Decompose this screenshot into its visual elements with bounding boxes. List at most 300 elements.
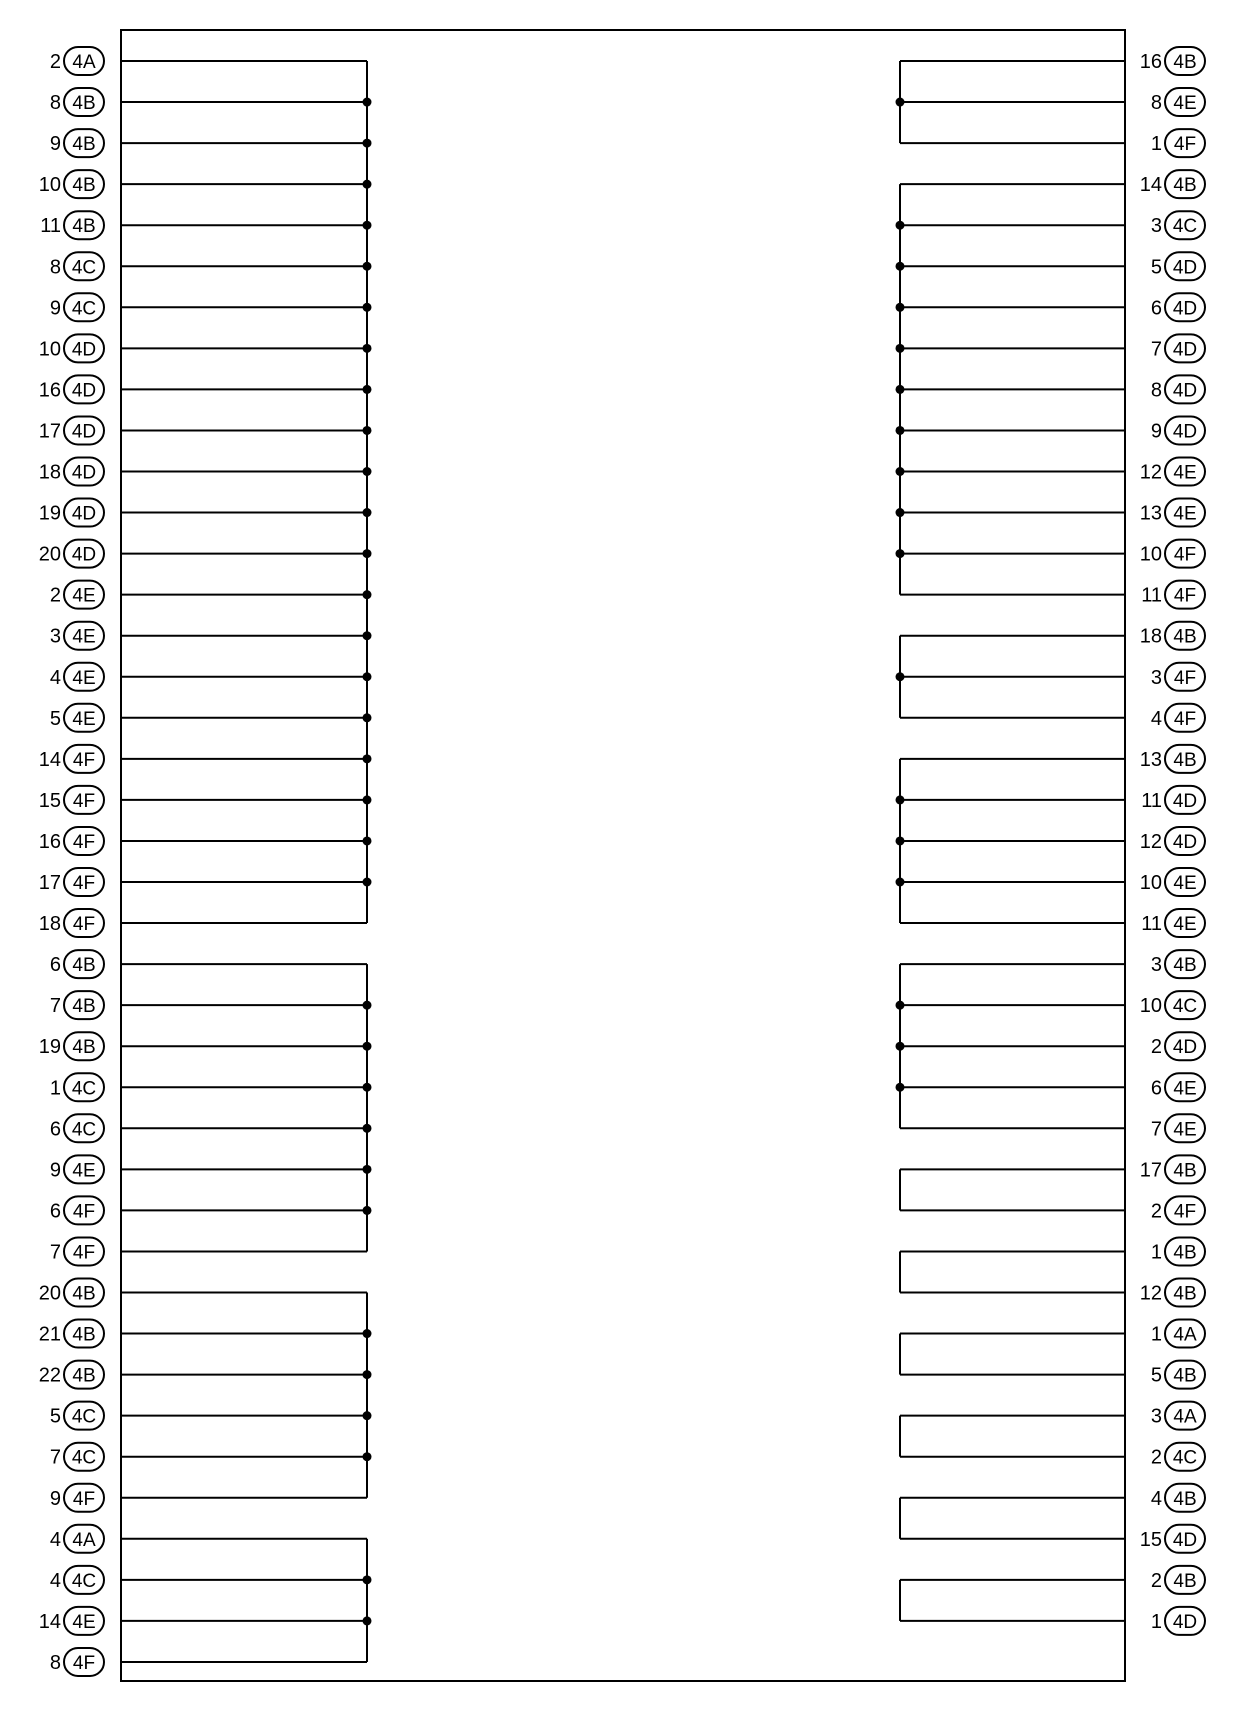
splice-dot xyxy=(896,508,905,517)
wire-label-left-0-5 xyxy=(50,252,104,280)
wire-label-left-0-16 xyxy=(50,704,104,732)
pin-number: 2 xyxy=(49,51,61,73)
wire-label-left-0-19 xyxy=(39,827,104,855)
wire-label-left-0-3 xyxy=(39,170,104,198)
connector-id: 4F xyxy=(72,790,96,812)
right-splice-group xyxy=(896,759,1126,923)
connector-id: 4F xyxy=(72,1652,96,1674)
pin-number: 3 xyxy=(1150,954,1162,977)
wire-label-right-0-2 xyxy=(1151,129,1205,157)
connector-id: 4B xyxy=(72,1037,96,1059)
splice-dot xyxy=(363,795,372,804)
splice-dot xyxy=(896,303,905,312)
splice-dot xyxy=(363,303,372,312)
splice-dot xyxy=(363,98,372,107)
splice-dot xyxy=(896,672,905,681)
wire-label-left-3-1 xyxy=(50,1566,104,1594)
connector-id: 4B xyxy=(72,996,96,1018)
connector-id: 4C xyxy=(71,1447,97,1469)
pin-number: 2 xyxy=(1150,1200,1162,1223)
splice-dot xyxy=(896,262,905,271)
wire-label-right-1-9 xyxy=(1140,540,1205,568)
connector-id: 4F xyxy=(1173,1201,1197,1223)
wire-label-left-0-20 xyxy=(39,868,104,896)
wire-label-left-3-2 xyxy=(39,1607,104,1635)
pin-number: 11 xyxy=(1141,584,1162,607)
wire-label-right-2-1 xyxy=(1151,663,1205,691)
splice-dot xyxy=(363,672,372,681)
pin-number: 4 xyxy=(1150,707,1162,730)
wire-label-left-2-5 xyxy=(50,1484,104,1512)
pin-number: 18 xyxy=(38,461,61,484)
pin-number: 1 xyxy=(1150,133,1162,156)
splice-dot xyxy=(896,385,905,394)
pin-number: 18 xyxy=(38,913,61,936)
wire-label-right-3-1 xyxy=(1141,786,1205,814)
splice-dot xyxy=(363,1083,372,1092)
pin-number: 7 xyxy=(49,995,61,1018)
wire-label-left-1-0 xyxy=(50,950,104,978)
pin-number: 5 xyxy=(1150,256,1162,279)
connector-id: 4B xyxy=(72,1283,96,1305)
pin-number: 6 xyxy=(1150,297,1162,320)
right-splice-group xyxy=(896,636,1126,718)
wire-label-right-2-2 xyxy=(1151,704,1205,732)
wire-label-right-9-1 xyxy=(1140,1525,1205,1553)
connector-id: 4E xyxy=(72,667,96,689)
wire-label-right-5-1 xyxy=(1151,1196,1205,1224)
right-splice-group xyxy=(900,1334,1125,1375)
pin-number: 2 xyxy=(1150,1446,1162,1469)
pin-number: 9 xyxy=(49,1159,61,1182)
wire-label-left-1-2 xyxy=(39,1032,104,1060)
splice-dot xyxy=(363,467,372,476)
wire-label-left-3-3 xyxy=(50,1648,104,1676)
connector-id: 4E xyxy=(1173,93,1197,115)
connector-id: 4F xyxy=(72,749,96,771)
connector-id: 4D xyxy=(1172,421,1198,443)
wire-label-left-0-0 xyxy=(50,47,104,75)
connector-id: 4E xyxy=(1173,462,1197,484)
wire-label-left-0-15 xyxy=(50,663,104,691)
connector-id: 4E xyxy=(72,1160,96,1182)
connector-id: 4F xyxy=(1173,667,1197,689)
wire-label-right-0-0 xyxy=(1140,47,1205,75)
splice-dot xyxy=(896,549,905,558)
pin-number: 22 xyxy=(38,1364,61,1387)
connector-id: 4C xyxy=(71,1078,97,1100)
connector-id: 4A xyxy=(72,1529,96,1551)
connector-id: 4D xyxy=(1172,831,1198,853)
wire-label-right-6-0 xyxy=(1151,1237,1205,1265)
splice-dot xyxy=(363,344,372,353)
wire-label-right-7-1 xyxy=(1151,1361,1205,1389)
wire-label-right-1-4 xyxy=(1151,334,1205,362)
left-splice-group xyxy=(121,964,372,1251)
connector-id: 4B xyxy=(1173,749,1197,771)
connector-id: 4F xyxy=(1173,585,1197,607)
connector-id: 4E xyxy=(1173,503,1197,525)
connector-id: 4C xyxy=(71,1570,97,1592)
wire-label-left-0-8 xyxy=(39,375,104,403)
pin-number: 18 xyxy=(1139,625,1162,648)
pin-number: 12 xyxy=(1139,461,1162,484)
wire-label-right-1-10 xyxy=(1141,581,1205,609)
connector-id: 4C xyxy=(71,1119,97,1141)
left-wire-groups xyxy=(39,47,372,1676)
right-splice-group xyxy=(896,184,1126,595)
right-splice-group xyxy=(896,61,1126,143)
pin-number: 10 xyxy=(1139,872,1162,894)
wire-label-left-2-3 xyxy=(50,1402,104,1430)
pin-number: 13 xyxy=(1139,502,1162,525)
pin-number: 6 xyxy=(49,954,61,977)
pin-number: 15 xyxy=(1139,1528,1162,1551)
pin-number: 14 xyxy=(1139,174,1162,197)
connector-id: 4D xyxy=(71,462,97,484)
wire-label-left-2-1 xyxy=(39,1320,104,1348)
splice-dot xyxy=(363,1616,372,1625)
wire-label-right-2-0 xyxy=(1140,622,1205,650)
wire-label-right-0-1 xyxy=(1151,88,1205,116)
splice-dot xyxy=(896,344,905,353)
pin-number: 8 xyxy=(1150,379,1162,402)
splice-dot xyxy=(363,1370,372,1379)
wire-label-left-0-18 xyxy=(39,786,104,814)
wire-label-left-0-21 xyxy=(39,909,104,937)
wire-label-right-4-3 xyxy=(1151,1073,1205,1101)
connector-id: 4F xyxy=(1173,708,1197,730)
pin-number: 20 xyxy=(38,543,61,566)
splice-dot xyxy=(363,836,372,845)
pin-number: 1 xyxy=(49,1077,61,1100)
pin-number: 8 xyxy=(49,1651,61,1674)
pin-number: 17 xyxy=(38,872,61,894)
pin-number: 20 xyxy=(38,1282,61,1305)
connector-id: 4E xyxy=(1173,1119,1197,1141)
connector-id: 4E xyxy=(72,626,96,648)
connector-id: 4E xyxy=(72,585,96,607)
splice-dot xyxy=(363,1001,372,1010)
pin-number: 3 xyxy=(1150,215,1162,238)
splice-dot xyxy=(363,1165,372,1174)
connector-id: 4D xyxy=(71,503,97,525)
pin-number: 11 xyxy=(40,215,61,238)
connector-id: 4B xyxy=(1173,1570,1197,1592)
pin-number: 14 xyxy=(38,1610,61,1633)
wire-label-right-5-0 xyxy=(1140,1155,1205,1183)
pin-number: 7 xyxy=(1150,1118,1162,1141)
connector-id: 4F xyxy=(72,873,96,894)
pin-number: 2 xyxy=(49,584,61,607)
pin-number: 10 xyxy=(1139,995,1162,1018)
connector-id: 4C xyxy=(1172,1447,1198,1469)
connector-id: 4D xyxy=(1172,1611,1198,1633)
connector-id: 4D xyxy=(71,339,97,361)
pin-number: 14 xyxy=(38,748,61,771)
wire-label-right-1-0 xyxy=(1140,170,1205,198)
pin-number: 10 xyxy=(38,174,61,197)
pin-number: 5 xyxy=(49,707,61,730)
connector-id: 4F xyxy=(72,914,96,936)
wire-label-right-3-3 xyxy=(1140,868,1205,896)
wire-label-left-1-6 xyxy=(50,1196,104,1224)
splice-dot xyxy=(363,631,372,640)
wire-label-right-1-6 xyxy=(1151,416,1205,444)
connector-id: 4E xyxy=(1173,914,1197,936)
wire-label-left-0-7 xyxy=(39,334,104,362)
connector-id: 4A xyxy=(1173,1406,1197,1428)
pin-number: 2 xyxy=(1150,1036,1162,1059)
wire-label-left-0-11 xyxy=(39,499,104,527)
wire-label-right-1-5 xyxy=(1151,375,1205,403)
connector-id: 4B xyxy=(72,134,96,156)
wire-label-left-0-17 xyxy=(39,745,104,773)
pin-number: 15 xyxy=(38,789,61,812)
wire-label-right-1-7 xyxy=(1140,458,1205,486)
wire-label-right-3-4 xyxy=(1141,909,1205,937)
wire-label-left-1-4 xyxy=(50,1114,104,1142)
splice-dot xyxy=(363,1206,372,1215)
splice-dot xyxy=(363,508,372,517)
connector-id: 4D xyxy=(1172,1037,1198,1059)
connector-id: 4C xyxy=(71,257,97,279)
splice-dot xyxy=(363,754,372,763)
wire-label-left-0-9 xyxy=(39,416,104,444)
pin-number: 17 xyxy=(1139,1159,1162,1182)
splice-dot xyxy=(363,1411,372,1420)
pin-number: 12 xyxy=(1139,830,1162,853)
connector-id: 4E xyxy=(1173,1078,1197,1100)
left-splice-group xyxy=(121,1539,372,1662)
pin-number: 4 xyxy=(49,1569,61,1592)
wire-label-left-2-2 xyxy=(39,1361,104,1389)
splice-dot xyxy=(896,467,905,476)
pin-number: 4 xyxy=(1150,1487,1162,1510)
connector-id: 4F xyxy=(72,1488,96,1510)
connector-id: 4C xyxy=(1172,996,1198,1018)
wire-label-left-0-1 xyxy=(50,88,104,116)
connector-id: 4B xyxy=(72,955,96,977)
splice-dot xyxy=(363,426,372,435)
pin-number: 21 xyxy=(38,1323,61,1346)
connector-id: 4D xyxy=(71,380,97,402)
connector-id: 4D xyxy=(1172,790,1198,812)
connector-id: 4D xyxy=(1172,380,1198,402)
pin-number: 9 xyxy=(49,133,61,156)
wire-label-left-0-14 xyxy=(50,622,104,650)
pin-number: 1 xyxy=(1150,1610,1162,1633)
connector-id: 4B xyxy=(72,1365,96,1387)
wire-label-left-1-7 xyxy=(50,1237,104,1265)
right-splice-group xyxy=(900,1251,1125,1292)
connector-id: 4C xyxy=(71,1406,97,1428)
pin-number: 9 xyxy=(49,1487,61,1510)
connector-id: 4B xyxy=(1173,955,1197,977)
wire-label-right-4-0 xyxy=(1151,950,1205,978)
pin-number: 7 xyxy=(49,1446,61,1469)
pin-number: 9 xyxy=(49,297,61,320)
splice-dot xyxy=(363,590,372,599)
wire-label-left-0-2 xyxy=(50,129,104,157)
connector-id: 4F xyxy=(72,1242,96,1264)
wire-label-right-10-0 xyxy=(1151,1566,1205,1594)
splice-dot xyxy=(363,139,372,148)
splice-dot xyxy=(896,1042,905,1051)
wire-label-right-4-1 xyxy=(1140,991,1205,1019)
pin-number: 9 xyxy=(1150,420,1162,443)
left-splice-group xyxy=(121,61,372,923)
splice-dot xyxy=(363,180,372,189)
right-wire-groups xyxy=(896,47,1206,1635)
splice-dot xyxy=(896,1083,905,1092)
pin-number: 5 xyxy=(1150,1364,1162,1387)
wire-label-right-1-1 xyxy=(1151,211,1205,239)
connector-id: 4E xyxy=(1173,873,1197,894)
pin-number: 2 xyxy=(1150,1569,1162,1592)
right-splice-group xyxy=(900,1416,1125,1457)
splice-dot xyxy=(363,549,372,558)
connector-id: 4B xyxy=(1173,175,1197,197)
connector-id: 4B xyxy=(72,175,96,197)
connector-id: 4D xyxy=(1172,1529,1198,1551)
pin-number: 6 xyxy=(49,1118,61,1141)
connector-id: 4A xyxy=(1173,1324,1197,1346)
wire-label-right-4-4 xyxy=(1151,1114,1205,1142)
connector-id: 4F xyxy=(72,831,96,853)
wire-label-left-0-4 xyxy=(40,211,104,239)
pin-number: 10 xyxy=(38,338,61,361)
wire-label-right-8-1 xyxy=(1151,1443,1205,1471)
splice-dot xyxy=(896,426,905,435)
pin-number: 16 xyxy=(38,830,61,853)
splice-dot xyxy=(896,836,905,845)
connector-id: 4B xyxy=(1173,1160,1197,1182)
connector-id: 4B xyxy=(1173,1365,1197,1387)
wire-label-right-4-2 xyxy=(1151,1032,1205,1060)
wire-label-left-0-12 xyxy=(39,540,104,568)
pin-number: 19 xyxy=(38,1036,61,1059)
connector-id: 4A xyxy=(72,52,96,73)
pin-number: 3 xyxy=(1150,1405,1162,1428)
left-splice-group xyxy=(121,1293,372,1498)
wire-label-right-1-8 xyxy=(1140,499,1205,527)
pin-number: 7 xyxy=(1150,338,1162,361)
wire-label-left-0-13 xyxy=(50,581,104,609)
splice-dot xyxy=(363,385,372,394)
wire-label-left-0-10 xyxy=(39,458,104,486)
outer-frame xyxy=(121,30,1125,1681)
connector-id: 4E xyxy=(72,1611,96,1633)
connector-id: 4B xyxy=(1173,1242,1197,1264)
wire-label-right-6-1 xyxy=(1140,1279,1205,1307)
pin-number: 8 xyxy=(49,92,61,115)
connector-id: 4D xyxy=(1172,339,1198,361)
pin-number: 11 xyxy=(1141,913,1162,936)
connector-id: 4B xyxy=(72,1324,96,1346)
splice-dot xyxy=(363,1329,372,1338)
wire-label-right-9-0 xyxy=(1151,1484,1205,1512)
pin-number: 1 xyxy=(1150,1323,1162,1346)
wire-label-left-1-5 xyxy=(50,1155,104,1183)
pin-number: 6 xyxy=(49,1200,61,1223)
splice-dot xyxy=(363,1575,372,1584)
pin-number: 6 xyxy=(1150,1077,1162,1100)
pin-number: 3 xyxy=(1150,666,1162,689)
connector-id: 4D xyxy=(71,421,97,443)
pin-number: 17 xyxy=(38,420,61,443)
wire-label-left-2-4 xyxy=(50,1443,104,1471)
connector-id: 4B xyxy=(1173,1283,1197,1305)
pin-number: 7 xyxy=(49,1241,61,1264)
pin-number: 13 xyxy=(1139,748,1162,771)
pin-number: 19 xyxy=(38,502,61,525)
connector-id: 4D xyxy=(71,544,97,566)
pin-number: 1 xyxy=(1150,1241,1162,1264)
connector-id: 4D xyxy=(1172,257,1198,279)
splice-dot xyxy=(363,262,372,271)
wire-label-left-1-1 xyxy=(50,991,104,1019)
connector-id: 4B xyxy=(1173,1488,1197,1510)
connector-id: 4F xyxy=(1173,544,1197,566)
splice-dot xyxy=(896,878,905,887)
connector-id: 4D xyxy=(1172,298,1198,320)
wire-label-left-0-6 xyxy=(50,293,104,321)
splice-dot xyxy=(363,1452,372,1461)
connector-id: 4E xyxy=(72,708,96,730)
wire-label-right-1-3 xyxy=(1151,293,1205,321)
pin-number: 10 xyxy=(1139,543,1162,566)
splice-dot xyxy=(363,878,372,887)
wire-label-right-8-0 xyxy=(1151,1402,1205,1430)
right-splice-group xyxy=(900,1580,1125,1621)
splice-dot xyxy=(896,98,905,107)
connector-id: 4B xyxy=(1173,626,1197,648)
pin-number: 8 xyxy=(1150,92,1162,115)
wire-label-right-3-2 xyxy=(1140,827,1205,855)
wire-label-right-3-0 xyxy=(1140,745,1205,773)
pin-number: 3 xyxy=(49,625,61,648)
pin-number: 16 xyxy=(38,379,61,402)
connector-id: 4C xyxy=(71,298,97,320)
right-splice-group xyxy=(900,1498,1125,1539)
pin-number: 4 xyxy=(49,666,61,689)
splice-dot xyxy=(896,1001,905,1010)
connector-id: 4B xyxy=(72,216,96,238)
splice-dot xyxy=(896,221,905,230)
splice-dot xyxy=(363,221,372,230)
connector-id: 4F xyxy=(72,1201,96,1223)
splice-dot xyxy=(363,1124,372,1133)
wire-label-left-1-3 xyxy=(50,1073,104,1101)
splice-dot xyxy=(363,1042,372,1051)
wire-label-right-7-0 xyxy=(1151,1320,1205,1348)
connector-id: 4B xyxy=(1173,52,1197,73)
splice-dot xyxy=(896,795,905,804)
wire-label-right-1-2 xyxy=(1151,252,1205,280)
pin-number: 4 xyxy=(49,1528,61,1551)
pin-number: 8 xyxy=(49,256,61,279)
wire-label-right-10-1 xyxy=(1151,1607,1205,1635)
pin-number: 11 xyxy=(1141,789,1162,812)
pin-number: 16 xyxy=(1139,51,1162,73)
right-splice-group xyxy=(896,964,1126,1128)
right-splice-group xyxy=(900,1169,1125,1210)
splice-dot xyxy=(363,713,372,722)
wire-label-left-3-0 xyxy=(50,1525,104,1553)
connector-id: 4B xyxy=(72,93,96,115)
wire-label-left-2-0 xyxy=(39,1279,104,1307)
